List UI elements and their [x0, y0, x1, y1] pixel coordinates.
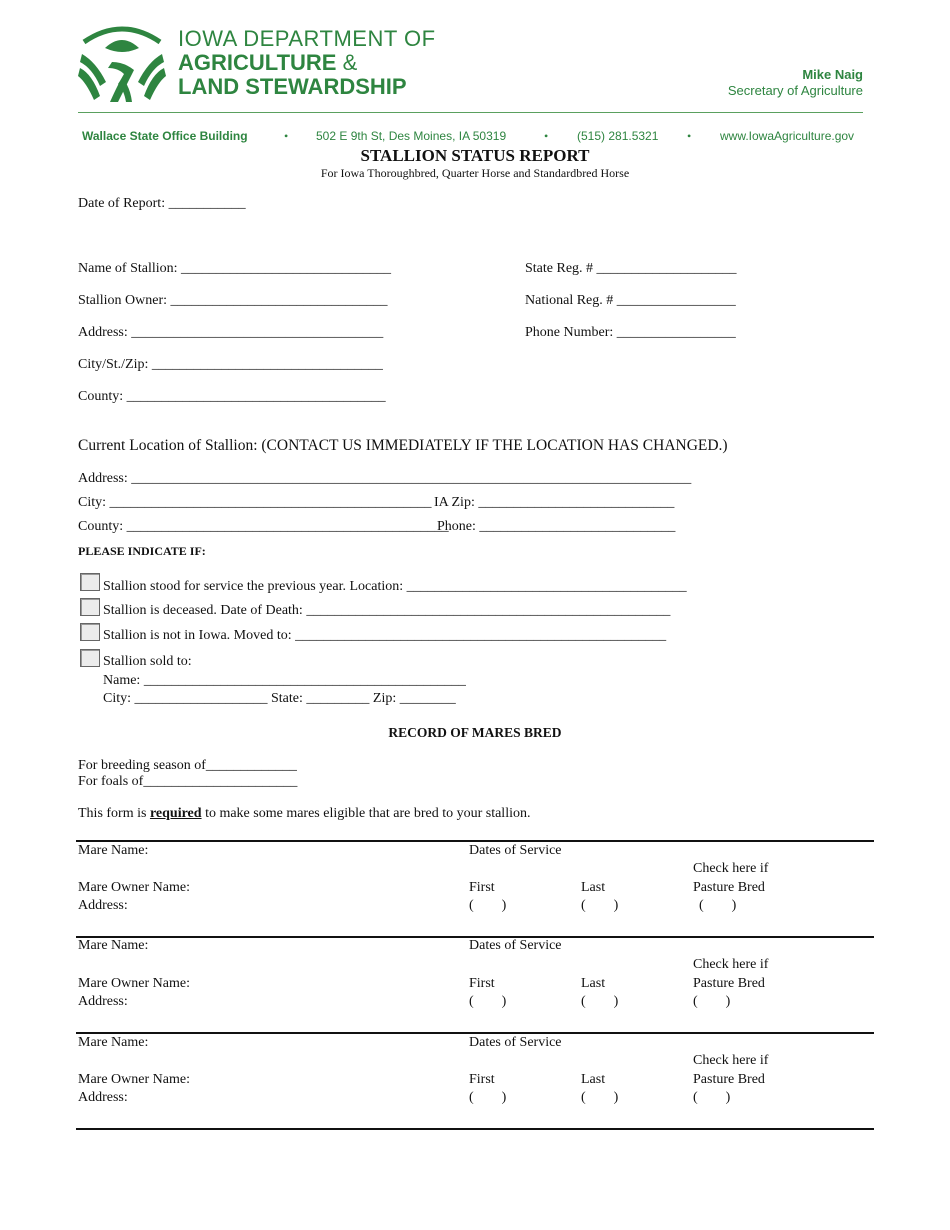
iowa-ag-logo-icon	[78, 22, 166, 104]
sold-checkbox[interactable]	[80, 649, 100, 667]
last-label: Last	[581, 880, 606, 895]
mare-table-divider	[76, 1032, 874, 1034]
pasture-bred-label: Pasture Bred	[693, 976, 765, 991]
last-date-field[interactable]: ( )	[581, 1090, 619, 1105]
address-label: Address:	[78, 1090, 128, 1105]
national-reg-field[interactable]: National Reg. # _________________	[525, 293, 736, 308]
required-note: This form is required to make some mares eligible that are bred to your stallion.	[78, 806, 531, 821]
mare-table-bottom-rule	[76, 1128, 874, 1130]
mare-name-label: Mare Name:	[78, 938, 149, 953]
dates-of-service-label: Dates of Service	[469, 938, 562, 953]
stood-service-checkbox[interactable]	[80, 573, 100, 591]
address-label: Address:	[78, 994, 128, 1009]
stood-service-label: Stallion stood for service the previous year. Location: ________________________________________	[103, 579, 687, 594]
sold-name-field[interactable]: Name: ______________________________________________	[103, 673, 466, 688]
separator-dot: •	[544, 129, 549, 143]
mare-owner-label: Mare Owner Name:	[78, 976, 190, 991]
check-here-label: Check here if	[693, 861, 769, 876]
mare-owner-label: Mare Owner Name:	[78, 1072, 190, 1087]
dates-of-service-label: Dates of Service	[469, 1035, 562, 1050]
owner-city-field[interactable]: City/St./Zip: _________________________________	[78, 357, 383, 372]
deceased-checkbox[interactable]	[80, 598, 100, 616]
phone-number-field[interactable]: Phone Number: _________________	[525, 325, 736, 340]
stallion-name-field[interactable]: Name of Stallion: ______________________________	[78, 261, 392, 276]
breeding-season-field[interactable]: For breeding season of_____________	[78, 758, 297, 773]
first-date-field[interactable]: ( )	[469, 898, 507, 913]
first-label: First	[469, 880, 495, 895]
phone-number: (515) 281.5321	[577, 129, 659, 143]
not-in-iowa-label: Stallion is not in Iowa. Moved to: _____________________________________________________	[103, 628, 667, 643]
building-name: Wallace State Office Building	[82, 129, 248, 143]
logo-ampersand: &	[342, 50, 358, 75]
check-here-label: Check here if	[693, 1053, 769, 1068]
mare-name-label: Mare Name:	[78, 843, 149, 858]
page-subtitle: For Iowa Thoroughbred, Quarter Horse and Standardbred Horse	[320, 166, 630, 180]
logo-line-1: IOWA DEPARTMENT OF	[178, 26, 436, 51]
last-label: Last	[581, 976, 606, 991]
deceased-label: Stallion is deceased. Date of Death: ____________________________________________________	[103, 603, 671, 618]
mare-name-label: Mare Name:	[78, 1035, 149, 1050]
last-date-field[interactable]: ( )	[581, 994, 619, 1009]
pasture-bred-check[interactable]: ( )	[693, 1090, 731, 1105]
logo-line-2: AGRICULTURE &	[178, 50, 358, 75]
first-label: First	[469, 976, 495, 991]
not-in-iowa-checkbox[interactable]	[80, 623, 100, 641]
pasture-bred-check[interactable]: ( )	[699, 898, 737, 913]
pasture-bred-label: Pasture Bred	[693, 880, 765, 895]
location-county-field[interactable]: County: ______________________________________________	[78, 519, 449, 534]
check-here-label: Check here if	[693, 957, 769, 972]
location-address-field[interactable]: Address: ________________________________________________________________________________	[78, 471, 692, 486]
page-title: STALLION STATUS REPORT	[360, 146, 590, 165]
website-link[interactable]: www.IowaAgriculture.gov	[720, 129, 855, 143]
secretary-name: Mike Naig	[802, 67, 863, 82]
last-label: Last	[581, 1072, 606, 1087]
mare-owner-label: Mare Owner Name:	[78, 880, 190, 895]
location-phone-field[interactable]: Phone: ____________________________	[437, 519, 676, 534]
foals-of-field[interactable]: For foals of______________________	[78, 774, 298, 789]
location-zip-field[interactable]: IA Zip: ____________________________	[434, 495, 675, 510]
dates-of-service-label: Dates of Service	[469, 843, 562, 858]
location-heading: Current Location of Stallion: (CONTACT US IMMEDIATELY IF THE LOCATION HAS CHANGED.)	[78, 437, 728, 454]
owner-county-field[interactable]: County: _____________________________________	[78, 389, 386, 404]
mare-table-top-rule	[76, 840, 874, 842]
street-address: 502 E 9th St, Des Moines, IA 50319	[316, 129, 507, 143]
pasture-bred-check[interactable]: ( )	[693, 994, 731, 1009]
owner-address-field[interactable]: Address: ____________________________________	[78, 325, 384, 340]
sold-city-state-zip-field[interactable]: City: ___________________ State: _________ Zip: ________	[103, 691, 456, 706]
first-label: First	[469, 1072, 495, 1087]
date-of-report-field[interactable]: Date of Report: ___________	[78, 196, 246, 211]
stallion-owner-field[interactable]: Stallion Owner: _______________________________	[78, 293, 388, 308]
indicate-heading: PLEASE INDICATE IF:	[78, 544, 206, 558]
required-emphasis: required	[149, 806, 202, 821]
header-divider	[78, 112, 863, 113]
pasture-bred-label: Pasture Bred	[693, 1072, 765, 1087]
logo-line-3: LAND STEWARDSHIP	[178, 74, 407, 99]
separator-dot: •	[284, 129, 289, 143]
first-date-field[interactable]: ( )	[469, 1090, 507, 1105]
location-city-field[interactable]: City: ______________________________________________	[78, 495, 432, 510]
first-date-field[interactable]: ( )	[469, 994, 507, 1009]
secretary-title: Secretary of Agriculture	[727, 83, 863, 98]
separator-dot: •	[687, 129, 692, 143]
state-reg-field[interactable]: State Reg. # ____________________	[525, 261, 737, 276]
record-heading: RECORD OF MARES BRED	[388, 725, 562, 740]
address-label: Address:	[78, 898, 128, 913]
last-date-field[interactable]: ( )	[581, 898, 619, 913]
sold-label: Stallion sold to:	[103, 654, 192, 669]
